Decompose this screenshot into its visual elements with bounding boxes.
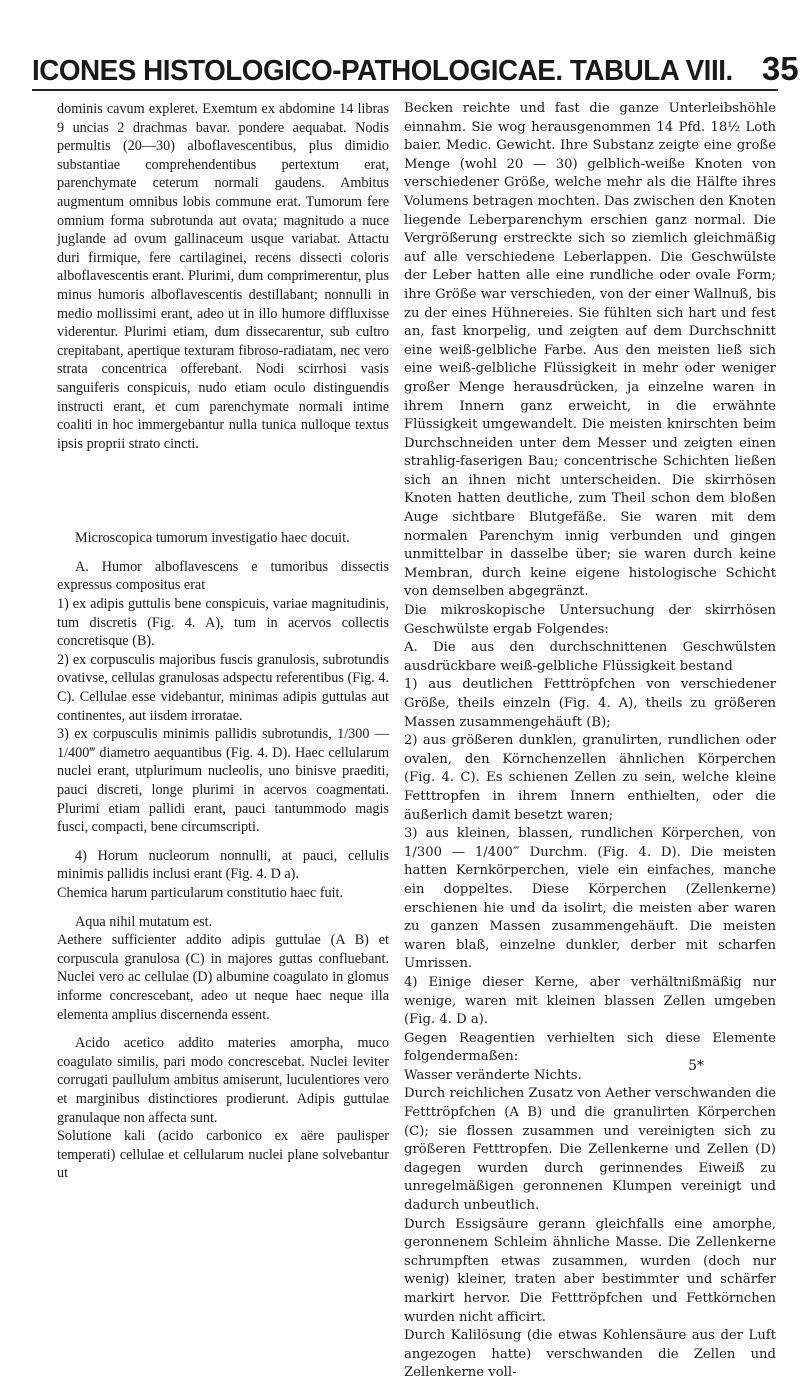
latin-paragraph-5: 2) ex corpusculis majoribus fuscis granulosis, subrotundis ovativse, cellulas granulosas adspectu referentibus (Fig. 4. C). Cellulae esse videbantur, minimas adipis guttulas aut continentes, aut iisdem irroratae. <box>57 651 389 724</box>
latin-paragraph-7: 4) Horum nucleorum nonnulli, at pauci, cellulis minimis pallidis inclusi erant (Fig. 4. D a). <box>57 847 389 883</box>
latin-paragraph-2: Microscopica tumorum investigatio haec docuit. <box>75 530 350 547</box>
german-paragraph-1: Becken reichte und fast die ganze Unterleibshöhle einnahm. Sie wog herausgenommen 14 Pfd. 18½ Loth baier. Medic. Gewicht. Ihre Substanz zeigte eine große Menge (wohl 20 — 30) gelblich-weiße Knoten von verschiedener Größe, welche mehr als die Hälfte ihres Volumens betragen mochten. Das zwischen den Knoten liegende Leberparenchym erschien ganz normal. Die Vergrößerung erstreckte sich so ziemlich gleichmäßig auf alle verschiedene Leberlappen. Die Geschwülste der Leber hatten alle eine rundliche oder ovale Form; ihre Größe war verschieden, von der einer Wallnuß, bis zu der eines Hühnereies. Sie fühlten sich hart und fest an, fast knorpelig, und zeigten auf dem Durchschnitt eine weiß-gelbliche Farbe. Aus den meisten ließ sich eine weiß-gelbliche Flüssigkeit in mehr oder weniger großer Menge herausdrücken, ja einzelne waren in ihrem Innern ganz erweicht, in die erwähnte Flüssigkeit umgewandelt. Die meisten knirschten beim Durchschneiden unter dem Messer und zeigten einen strahlig-faserigen Bau; concentrische Schichten ließen sich an ihnen nicht unterscheiden. Die skirrhösen Knoten hatten deutliche, zum Theil schon dem bloßen Auge sichtbare Blutgefäße. Sie waren mit dem normalen Parenchym innig verbunden und gingen unmittelbar in dasselbe über; sie waren durch keine Membran, durch keine eigene histologische Schicht von demselben abgegränzt. <box>404 101 776 600</box>
latin-paragraph-10: Aethere sufficienter addito adipis guttulae (A B) et corpuscula granulosa (C) in majores guttas confluebant. Nuclei vero ac cellulae (D) albumine coagulato in glomus informe concrescebant, adeo ut neque haec neque illa elementa amplius discernenda essent. <box>57 932 389 1023</box>
latin-column <box>57 100 389 1183</box>
german-paragraph-4: 1) aus deutlichen Fetttröpfchen von verschiedener Größe, theils einzeln (Fig. 4. A), theils zu größeren Massen zusammengehäuft (B); <box>404 677 776 730</box>
german-paragraph-12: Durch Kalilösung (die etwas Kohlensäure aus der Luft angezogen hatte) verschwanden die Zellen und Zellenkerne voll- <box>404 1328 776 1381</box>
running-title: ICONES HISTOLOGICO-PATHOLOGICAE. TABULA VIII. <box>32 55 733 87</box>
german-paragraph-9: Wasser veränderte Nichts. <box>404 1067 582 1083</box>
latin-paragraph-1: dominis cavum expleret. Exemtum ex abdomine 14 libras 9 uncias 2 drachmas bavar. pondere aequabat. Nodis permultis (20—30) alboflavescentibus, plus dimidio substantiae comprehendentibus pertextum erat, parenchymate ceterum normali gaudens. Ambitus augmentum omnibus lobis commune erat. Tumorum fere omnium forma subrotunda aut ovata; magnitudo a nuce juglande ad ovum gallinaceum usque variabat. Attactu duri firmique, fere cartilaginei, recens dissecti coloris alboflavescentis erant. Plurimi, dum comprimerentur, plus minus humoris alboflavescentis destillabant; nonnulli in medio mollissimi erant, adeo ut in illo humore diffluxisse viderentur. Plurimi etiam, dum dissecarentur, sub cultro crepitabant, apertique texturam fibroso-radiatam, nec vero strata concentrica offerebant. Nodi scirrhosi vasis sanguiferis conspicuis, nudo etiam oculo distinguendis instructi erant, et cum parenchymate normali intime coaliti in hoc immergebantur nulla tunica nulloque textus ipsis proprii strato cincti. <box>57 101 389 452</box>
german-paragraph-10: Durch reichlichen Zusatz von Aether verschwanden die Fetttröpfchen (A B) und die granulirten Körperchen (C); sie flossen zusammen und vereinigten sich zu größeren Fetttropfen. Die Zellenkerne und Zellen (D) dagegen wurden durch gerinnendes Eiweiß zu unregelmäßigen geronnenen Klumpen vereinigt und dadurch unbeutlich. <box>404 1086 776 1214</box>
german-paragraph-8: Gegen Reagentien verhielten sich diese Elemente folgendermaßen: <box>404 1030 776 1065</box>
latin-paragraph-12: Solutione kali (acido carbonico ex aëre paulisper temperati) cellulae et cellularum nuclei plane solvebantur ut <box>57 1128 389 1182</box>
signature-mark: 5* <box>688 1058 704 1074</box>
german-paragraph-7: 4) Einige dieser Kerne, aber verhältnißmäßig nur wenige, waren mit kleinen blassen Zellen umgeben (Fig. 4. D a). <box>404 974 776 1028</box>
german-column <box>404 100 776 1383</box>
latin-paragraph-11: Acido acetico addito materies amorpha, muco coagulato similis, pari modo concrescebat. Nuclei leviter corrugati paullulum ambitus amiserunt, luculentiores vero et marginibus distinctiores prodierunt. Adipis guttulae granulaque non affecta sunt. <box>57 1035 389 1126</box>
latin-paragraph-6: 3) ex corpusculis minimis pallidis subrotundis, 1/300 — 1/400‴ diametro aequantibus (Fig. 4. D). Haec cellularum nuclei erant, utplurimum nucleolis, uno binisve praediti, pauci discreti, longe plurimi in acervos coagmentati. Plurimi etiam pallidi erant, pauci tantummodo magis fusci, compacti, bene circumscripti. <box>57 726 389 836</box>
german-paragraph-11: Durch Essigsäure gerann gleichfalls eine amorphe, geronnenem Schleim ähnliche Masse. Die Zellenkerne schrumpften etwas zusammen, wurden (doch nur wenig) kleiner, traten aber bestimmter und schärfer markirt hervor. Die Fetttröpfchen und Fettkörnchen wurden nicht afficirt. <box>404 1216 776 1325</box>
german-paragraph-6: 3) aus kleinen, blassen, rundlichen Körperchen, von 1/300 — 1/400‴ Durchm. (Fig. 4. D). Die meisten hatten Kernkörperchen, viele ein einfaches, manche ein doppeltes. Diese Körperchen (Zellenkerne) erschienen hie und da isolirt, die meisten aber waren zu ganzen Massen zusammengehäuft. Die meisten waren blaß, einzelne dunkler, derber mit scharfen Umrissen. <box>404 826 776 972</box>
header-rule <box>32 89 778 91</box>
german-paragraph-2: Die mikroskopische Untersuchung der skirrhösen Geschwülste ergab Folgendes: <box>404 603 776 637</box>
latin-paragraph-9: Aqua nihil mutatum est. <box>75 913 213 930</box>
page-number: 35 <box>761 50 799 87</box>
page-header <box>32 44 799 88</box>
latin-paragraph-8: Chemica harum particularum constitutio haec fuit. <box>57 884 344 901</box>
german-paragraph-5: 2) aus größeren dunklen, granulirten, rundlichen oder ovalen, den Körnchenzellen ähnlichen Körperchen (Fig. 4. C). Es schienen Zellen zu sein, welche kleine Fetttropfen in ihrem Innern enthielten, oder die äußerlich damit besetzt waren; <box>404 733 776 823</box>
german-paragraph-3: A. Die aus den durchschnittenen Geschwülsten ausdrückbare weiß-gelbliche Flüssigkeit bestand <box>404 640 776 674</box>
latin-paragraph-3: A. Humor alboflavescens e tumoribus dissectis expressus compositus erat <box>57 558 389 594</box>
latin-paragraph-4: 1) ex adipis guttulis bene conspicuis, variae magnitudinis, tum discretis (Fig. 4. A), tum in acervos collectis concretisque (B). <box>57 596 389 650</box>
